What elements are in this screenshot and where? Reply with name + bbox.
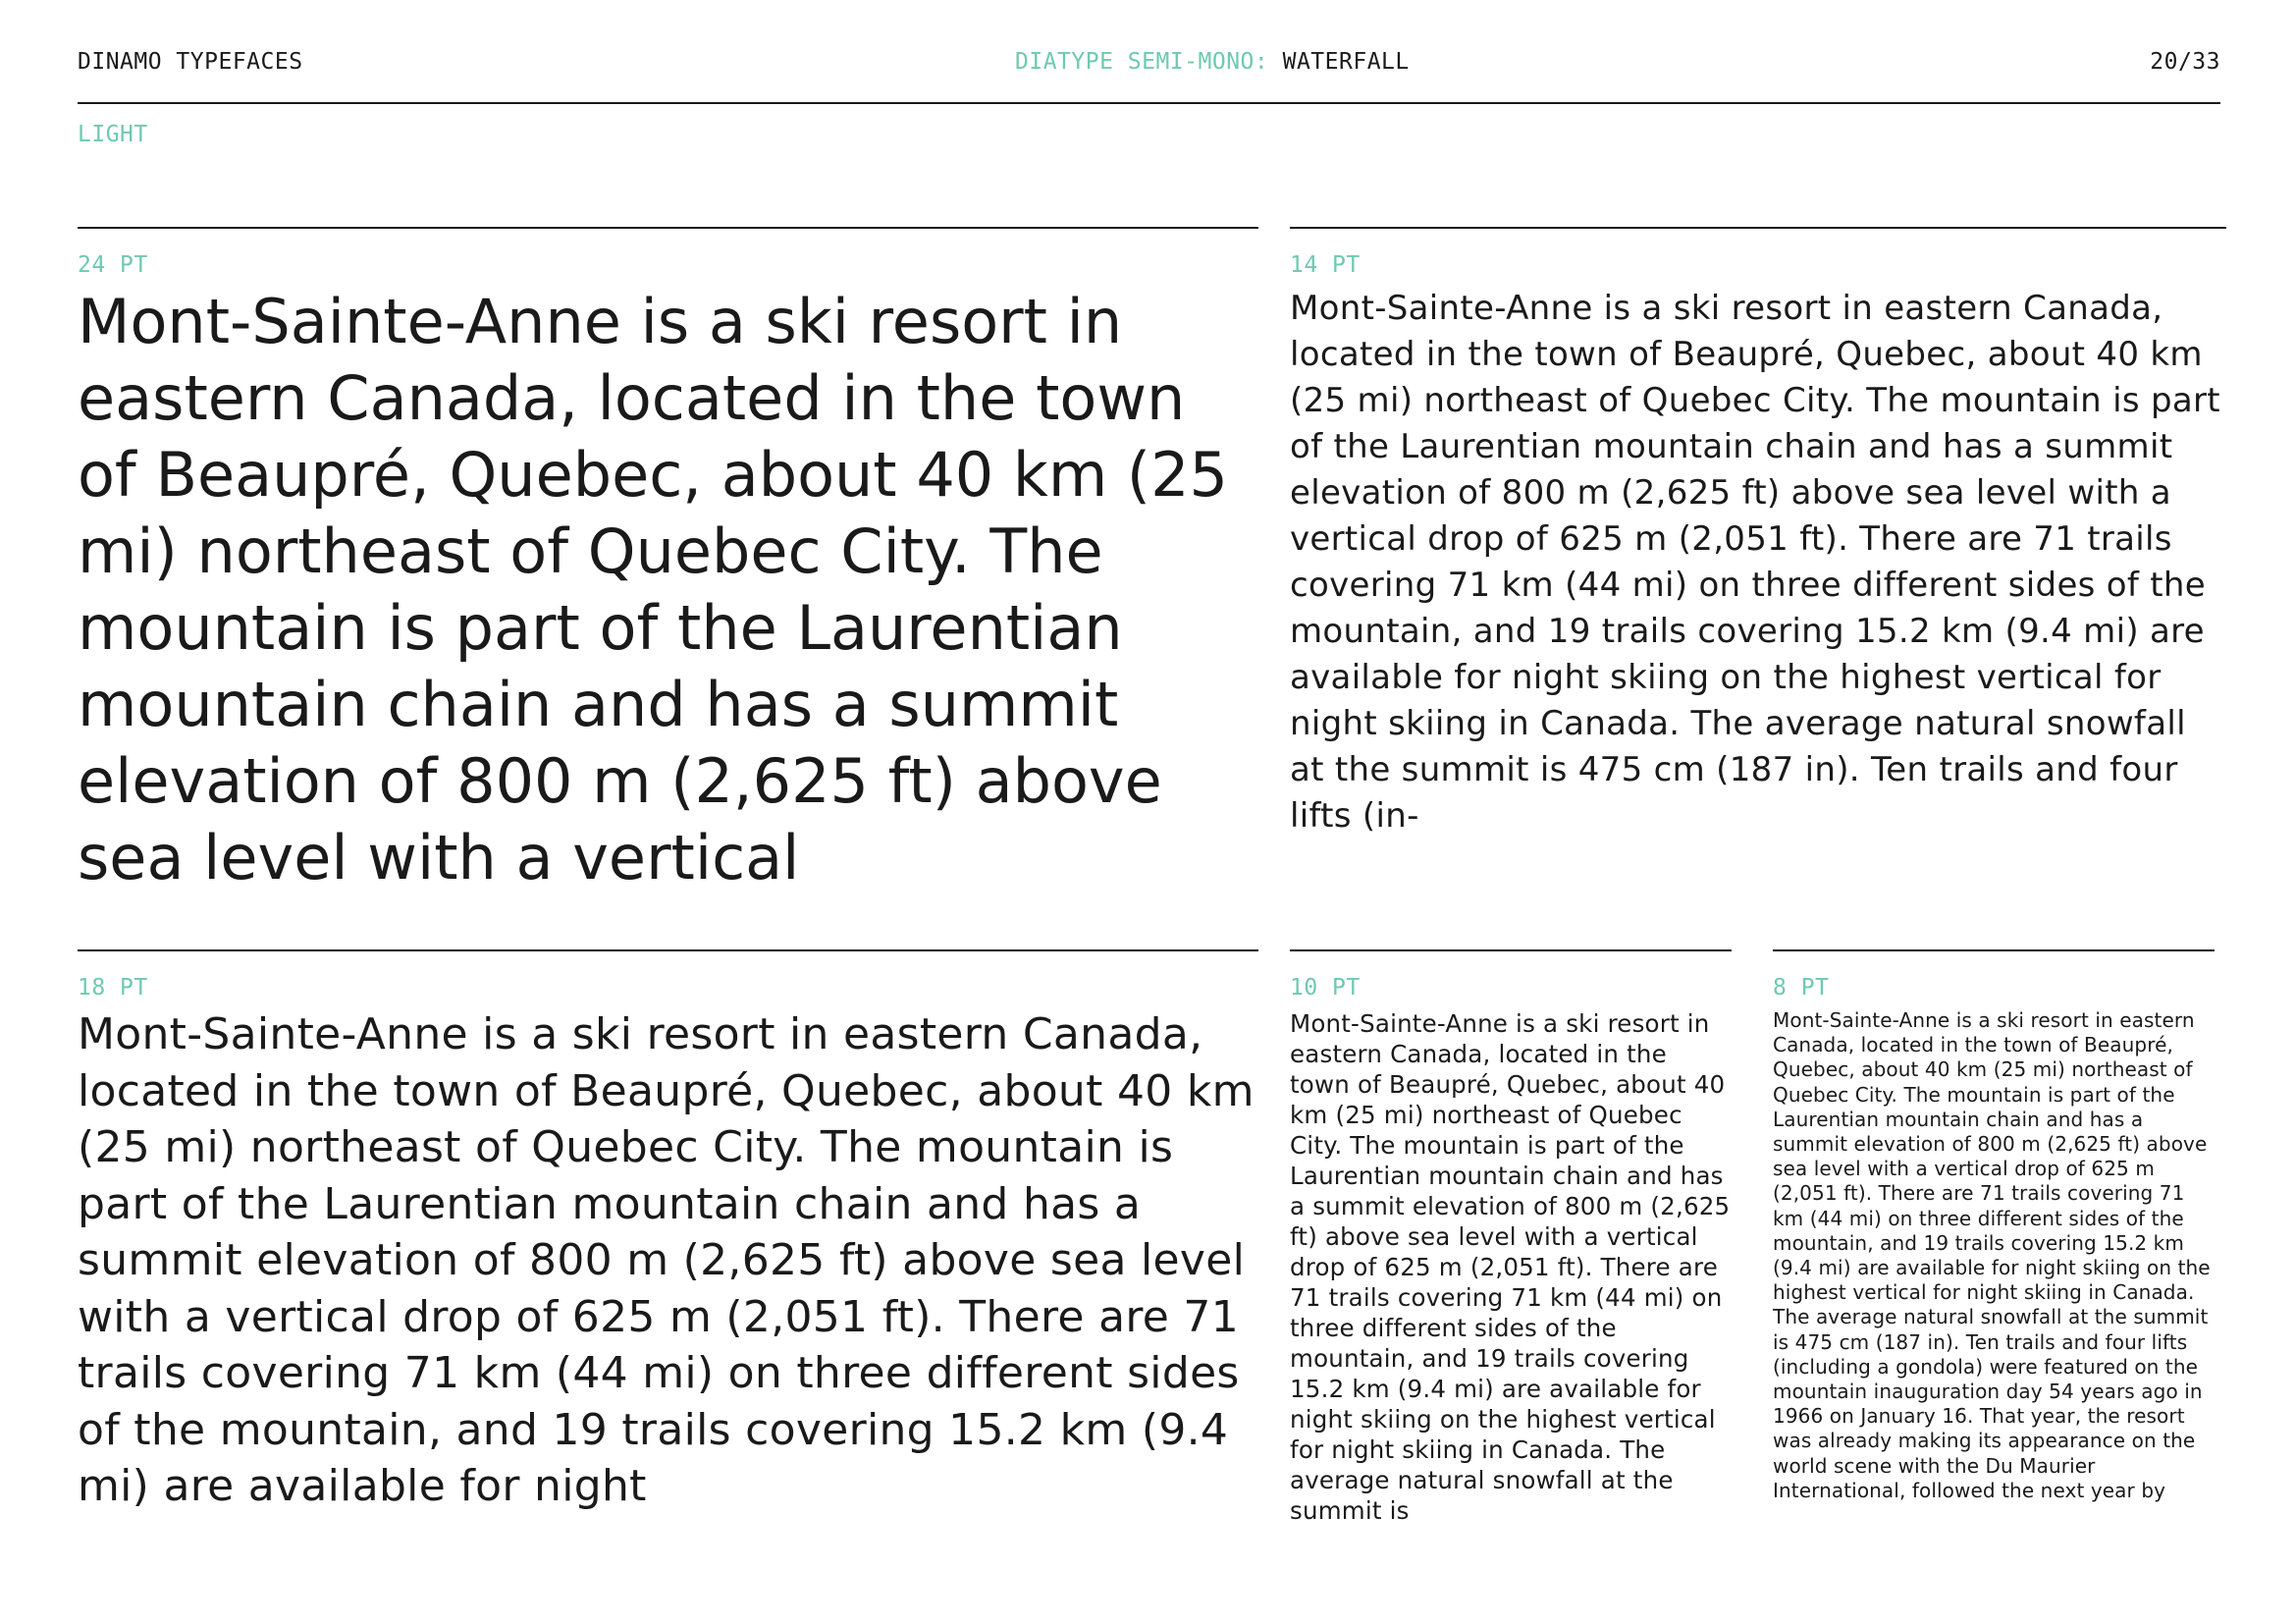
sample-text: Mont-Sainte-Anne is a ski resort in eastern Canada, located in the town of Beaupré, Quebec, about 40 km (25 mi) northeast of Quebec City. The mountain is part of the Laurentian mountain chain and has a summit elevation of 800 m (2,625 ft) above sea level with a vertical drop of 625 m (2,051 ft). There are 71 trails covering 71 km (44 mi) on three different sides of the mountain, and 19 trails covering 15.2 km (9.4 mi) are available for night skiing on the highest vertical for night skiing in Canada. The average natural snowfall at the summit is: [1290, 1009, 1731, 1525]
size-label: 8 PT: [1773, 975, 1830, 1001]
sample-18pt: [78, 949, 1258, 1580]
sample-10pt: [1290, 949, 1732, 1580]
page-title: [1015, 49, 1410, 75]
page-number: 20/33: [2150, 49, 2220, 75]
section-title: WATERFALL: [1282, 49, 1410, 75]
brand-name: DINAMO TYPEFACES: [78, 49, 303, 75]
sample-8pt: [1773, 949, 2215, 1580]
size-label: 18 PT: [78, 975, 148, 1001]
sample-text: Mont-Sainte-Anne is a ski resort in eastern Canada, located in the town of Beaupré, Quebec, about 40 km (25 mi) northeast of Quebec City. The mountain is part of the Laurentian mountain chain and has a summit elevation of 800 m (2,625 ft) above sea level with a vertical drop of 625 m (2,051 ft). There are 71 trails covering 71 km (44 mi) on three different sides of the mountain, and 19 trails covering 15.2 km (9.4 mi) are available for night skiing on the highest vertical for night skiing in Canada. The average natural snowfall at the summit is 475 cm (187 in). Ten trails and four lifts (in-: [1290, 289, 2220, 836]
sample-text: Mont-Sainte-Anne is a ski resort in eastern Canada, located in the town of Beaupré, Quebec, about 40 km (25 mi) northeast of Quebec City. The mountain is part of the Laurentian mountain chain and has a summit elevation of 800 m (2,625 ft) above sea level with a vertical drop of 625 m (2,051 ft). There are 71 trails covering 71 km (44 mi) on three different sides of the mountain, and 19 trails covering 15.2 km (9.4 mi) are available for night skiing on the highest vertical for night skiing in Canada. The average natural snowfall at the summit is 475 cm (187 in). Ten trails and four lifts (including a gondola) were featured on the mountain inauguration day 54 years ago in 1966 on January 16. That year, the resort was already making its appearance on the world scene with the Du Maurier International, followed the next year by: [1773, 1008, 2211, 1502]
sample-text: Mont-Sainte-Anne is a ski resort in eastern Canada, located in the town of Beaupré, Quebec, about 40 km (25 mi) northeast of Quebec City. The mountain is part of the Laurentian mountain chain and has a summit elevation of 800 m (2,625 ft) above sea level with a vertical drop of 625 m (2,051 ft). There are 71 trails covering 71 km (44 mi) on three different sides of the mountain, and 19 trails covering 15.2 km (9.4 mi) are available for night: [78, 1009, 1255, 1511]
size-label: 10 PT: [1290, 975, 1361, 1001]
sample-24pt: [78, 227, 1258, 916]
page-header: [78, 45, 2220, 104]
sample-14pt: [1290, 227, 2226, 906]
typeface-family-label: DIATYPE SEMI-MONO:: [1015, 49, 1269, 75]
size-label: 14 PT: [1290, 252, 1361, 278]
size-label: 24 PT: [78, 252, 148, 278]
weight-label: LIGHT: [78, 122, 148, 147]
sample-text: Mont-Sainte-Anne is a ski resort in eastern Canada, located in the town of Beaupré, Quebec, about 40 km (25 mi) northeast of Quebec City. The mountain is part of the Laurentian mountain chain and has a summit elevation of 800 m (2,625 ft) above sea level with a vertical: [78, 286, 1229, 893]
